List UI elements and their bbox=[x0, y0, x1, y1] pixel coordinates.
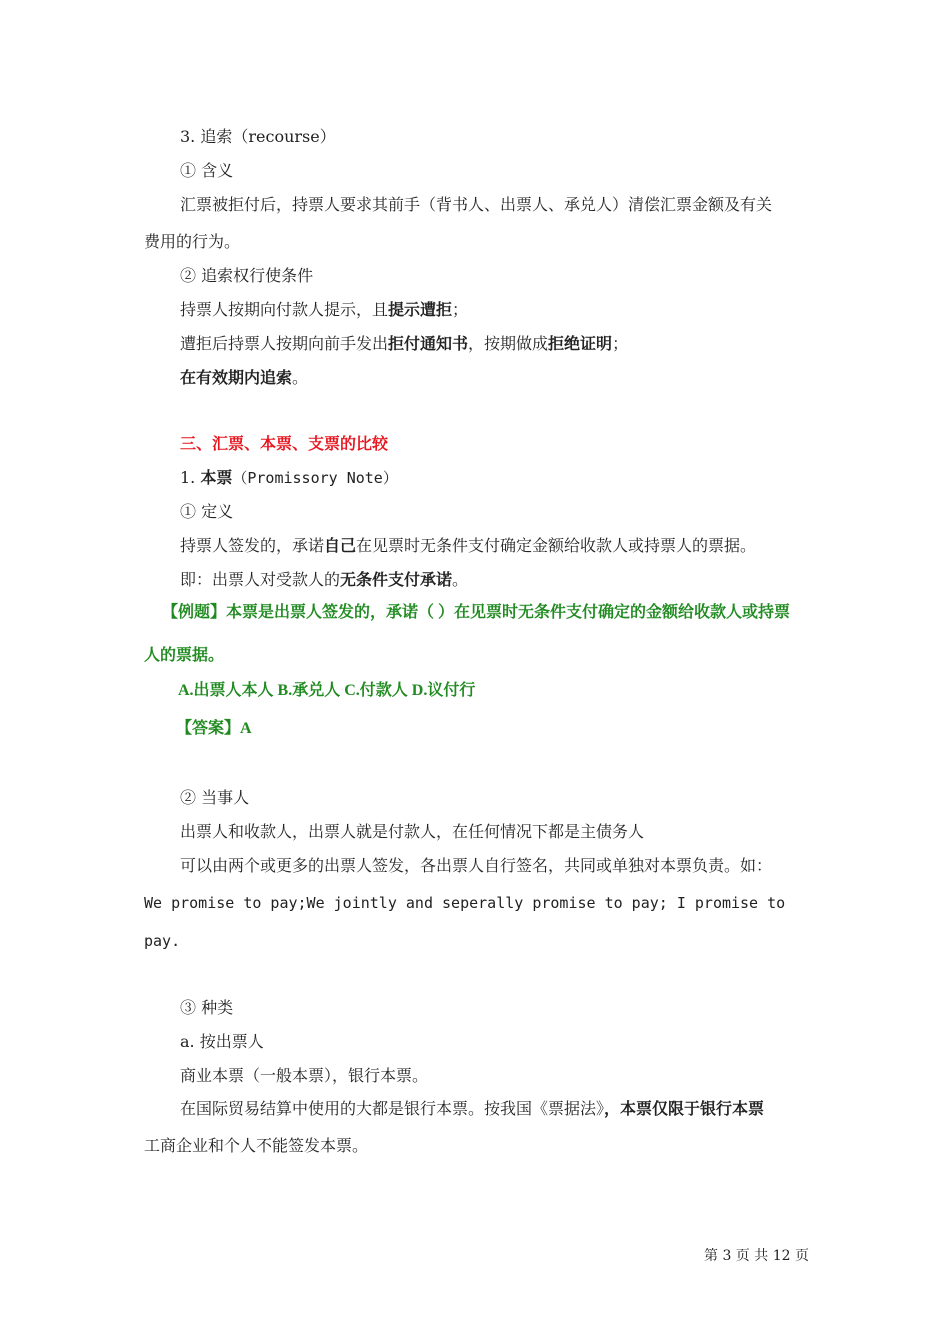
example-answer: 【答案】A bbox=[176, 720, 252, 737]
types-line-3: 工商企业和个人不能签发本票。 bbox=[144, 1136, 369, 1155]
parties-english-line-2: pay. bbox=[144, 932, 181, 950]
definition-text-bold: 自己 bbox=[324, 536, 357, 555]
types-line-2 bbox=[180, 1098, 764, 1120]
definition-summary-post: 。 bbox=[452, 570, 469, 589]
condition-2-text: 遭拒后持票人按期向前手发出 bbox=[180, 334, 389, 353]
definition-summary-bold: 无条件支付承诺 bbox=[340, 570, 453, 589]
example-question-line-1: 【例题】本票是出票人签发的，承诺（ ）在见票时无条件支付确定的金额给收款人或持票 bbox=[162, 604, 791, 621]
condition-1-text: 持票人按期向付款人提示，且 bbox=[180, 300, 389, 319]
condition-2-bold-2: 拒绝证明 bbox=[548, 334, 613, 353]
example-question-line-2: 人的票据。 bbox=[144, 647, 225, 664]
parties-line-1: 出票人和收款人，出票人就是付款人，在任何情况下都是主债务人 bbox=[180, 822, 645, 841]
subheading-conditions: ② 追索权行使条件 bbox=[180, 266, 314, 285]
subheading-meaning: ① 含义 bbox=[180, 161, 234, 180]
subsection-paren: （Promissory Note） bbox=[232, 469, 398, 487]
condition-3 bbox=[180, 367, 308, 389]
condition-2-mid: ，按期做成 bbox=[468, 334, 549, 353]
definition-summary-pre: 即：出票人对受款人的 bbox=[180, 570, 341, 589]
definition-summary bbox=[180, 569, 468, 591]
heading-text: 追索（recourse） bbox=[200, 127, 336, 146]
condition-2-bold-1: 拒付通知书 bbox=[388, 334, 469, 353]
definition-line-1: 汇票被拒付后，持票人要求其前手（背书人、出票人、承兑人）清偿汇票金额及有关 bbox=[180, 195, 773, 214]
types-line-2-text: 在国际贸易结算中使用的大都是银行本票。按我国《票据法》 bbox=[180, 1099, 605, 1118]
condition-1-end: ； bbox=[452, 300, 469, 319]
subheading-types: ③ 种类 bbox=[180, 998, 234, 1017]
definition-text bbox=[180, 535, 756, 557]
subheading-parties: ② 当事人 bbox=[180, 788, 250, 807]
definition-line-2: 费用的行为。 bbox=[144, 232, 241, 251]
page-footer: 第 3 页 共 12 页 bbox=[704, 1248, 809, 1264]
condition-1 bbox=[180, 299, 468, 321]
section-title-comparison: 三、汇票、本票、支票的比较 bbox=[180, 434, 389, 453]
condition-2-end: ； bbox=[612, 334, 629, 353]
subsection-bold: 本票 bbox=[200, 468, 233, 487]
condition-3-end: 。 bbox=[292, 368, 309, 387]
example-options: A.出票人本人 B.承兑人 C.付款人 D.议付行 bbox=[178, 682, 476, 699]
heading-number: 3. bbox=[180, 127, 201, 146]
types-line-2-bold: ，本票仅限于银行本票 bbox=[604, 1099, 765, 1118]
definition-text-post: 在见票时无条件支付确定金额给收款人或持票人的票据。 bbox=[356, 536, 757, 555]
types-line-1: 商业本票（一般本票），银行本票。 bbox=[180, 1066, 429, 1085]
section-heading-recourse bbox=[180, 126, 336, 148]
subsection-promissory-note bbox=[180, 467, 398, 489]
parties-line-2: 可以由两个或更多的出票人签发，各出票人自行签名，共同或单独对本票负责。如： bbox=[180, 856, 773, 875]
types-by-drawer: a. 按出票人 bbox=[180, 1032, 264, 1051]
condition-3-bold: 在有效期内追索 bbox=[180, 368, 293, 387]
definition-text-pre: 持票人签发的，承诺 bbox=[180, 536, 325, 555]
condition-2 bbox=[180, 333, 628, 355]
subheading-definition: ① 定义 bbox=[180, 502, 234, 521]
subsection-number: 1. bbox=[180, 468, 201, 487]
parties-english-line-1: We promise to pay;We jointly and seperally promise to pay; I promise to bbox=[144, 894, 786, 912]
condition-1-bold: 提示遭拒 bbox=[388, 300, 453, 319]
